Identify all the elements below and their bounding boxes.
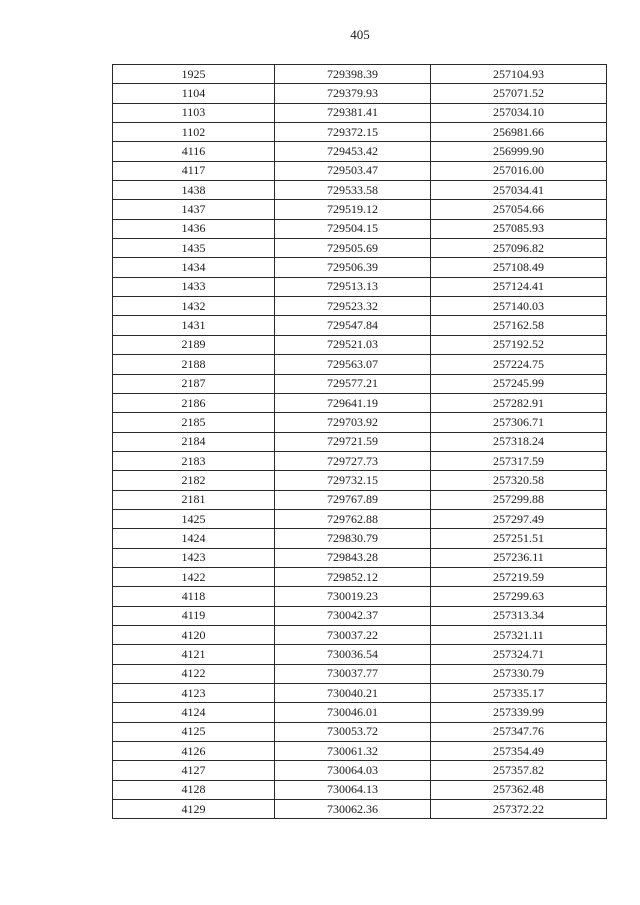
x-coordinate-cell: 729381.41 (275, 103, 431, 122)
point-number-cell: 1431 (113, 316, 275, 335)
y-coordinate-cell: 257306.71 (431, 413, 607, 432)
point-number-cell: 4123 (113, 684, 275, 703)
point-number-cell: 1925 (113, 65, 275, 84)
y-coordinate-cell: 257335.17 (431, 684, 607, 703)
table-row (113, 103, 607, 122)
point-number-cell: 4126 (113, 742, 275, 761)
x-coordinate-cell: 730064.03 (275, 761, 431, 780)
point-number-cell: 4119 (113, 606, 275, 625)
y-coordinate-cell: 257251.51 (431, 529, 607, 548)
x-coordinate-cell: 729767.89 (275, 490, 431, 509)
point-number-cell: 1433 (113, 277, 275, 296)
point-number-cell: 4121 (113, 645, 275, 664)
y-coordinate-cell: 257236.11 (431, 548, 607, 567)
point-number-cell: 4127 (113, 761, 275, 780)
x-coordinate-cell: 729843.28 (275, 548, 431, 567)
y-coordinate-cell: 257096.82 (431, 239, 607, 258)
y-coordinate-cell: 257297.49 (431, 509, 607, 528)
x-coordinate-cell: 729533.58 (275, 181, 431, 200)
point-number-cell: 4117 (113, 161, 275, 180)
y-coordinate-cell: 257313.34 (431, 606, 607, 625)
point-number-cell: 4128 (113, 780, 275, 799)
point-number-cell: 2189 (113, 335, 275, 354)
table-row (113, 335, 607, 354)
x-coordinate-cell: 729732.15 (275, 471, 431, 490)
y-coordinate-cell: 257347.76 (431, 722, 607, 741)
point-number-cell: 1104 (113, 84, 275, 103)
y-coordinate-cell: 257372.22 (431, 800, 607, 819)
table-row (113, 567, 607, 586)
point-number-cell: 4129 (113, 800, 275, 819)
point-number-cell: 1422 (113, 567, 275, 586)
table-row (113, 471, 607, 490)
point-number-cell: 4120 (113, 625, 275, 644)
table-row (113, 374, 607, 393)
x-coordinate-cell: 730037.22 (275, 625, 431, 644)
point-number-cell: 1434 (113, 258, 275, 277)
y-coordinate-cell: 257339.99 (431, 703, 607, 722)
x-coordinate-cell: 730037.77 (275, 664, 431, 683)
y-coordinate-cell: 257330.79 (431, 664, 607, 683)
x-coordinate-cell: 730053.72 (275, 722, 431, 741)
point-number-cell: 2186 (113, 393, 275, 412)
table-row (113, 780, 607, 799)
table-row (113, 413, 607, 432)
table-row (113, 239, 607, 258)
y-coordinate-cell: 257016.00 (431, 161, 607, 180)
y-coordinate-cell: 257034.41 (431, 181, 607, 200)
y-coordinate-cell: 257219.59 (431, 567, 607, 586)
point-number-cell: 1102 (113, 123, 275, 142)
point-number-cell: 4122 (113, 664, 275, 683)
x-coordinate-cell: 730046.01 (275, 703, 431, 722)
point-number-cell: 1436 (113, 219, 275, 238)
x-coordinate-cell: 729372.15 (275, 123, 431, 142)
x-coordinate-cell: 730062.36 (275, 800, 431, 819)
table-row (113, 355, 607, 374)
y-coordinate-cell: 257317.59 (431, 451, 607, 470)
table-row (113, 181, 607, 200)
point-number-cell: 2188 (113, 355, 275, 374)
y-coordinate-cell: 257192.52 (431, 335, 607, 354)
x-coordinate-cell: 729453.42 (275, 142, 431, 161)
table-row (113, 200, 607, 219)
table-row (113, 587, 607, 606)
table-row (113, 219, 607, 238)
y-coordinate-cell: 257362.48 (431, 780, 607, 799)
table-row (113, 800, 607, 819)
y-coordinate-cell: 257224.75 (431, 355, 607, 374)
table-row (113, 742, 607, 761)
table-row (113, 451, 607, 470)
point-number-cell: 1432 (113, 297, 275, 316)
y-coordinate-cell: 257324.71 (431, 645, 607, 664)
x-coordinate-cell: 729830.79 (275, 529, 431, 548)
y-coordinate-cell: 257320.58 (431, 471, 607, 490)
x-coordinate-cell: 729547.84 (275, 316, 431, 335)
point-number-cell: 1425 (113, 509, 275, 528)
x-coordinate-cell: 729505.69 (275, 239, 431, 258)
y-coordinate-cell: 257299.88 (431, 490, 607, 509)
x-coordinate-cell: 729641.19 (275, 393, 431, 412)
point-number-cell: 4118 (113, 587, 275, 606)
coordinates-table-body (113, 65, 607, 819)
x-coordinate-cell: 729563.07 (275, 355, 431, 374)
y-coordinate-cell: 256981.66 (431, 123, 607, 142)
table-row (113, 258, 607, 277)
table-row (113, 722, 607, 741)
point-number-cell: 1435 (113, 239, 275, 258)
table-row (113, 664, 607, 683)
coordinates-table (112, 64, 607, 819)
y-coordinate-cell: 257085.93 (431, 219, 607, 238)
table-row (113, 316, 607, 335)
x-coordinate-cell: 729503.47 (275, 161, 431, 180)
y-coordinate-cell: 257071.52 (431, 84, 607, 103)
x-coordinate-cell: 729398.39 (275, 65, 431, 84)
x-coordinate-cell: 729577.21 (275, 374, 431, 393)
point-number-cell: 1423 (113, 548, 275, 567)
x-coordinate-cell: 729519.12 (275, 200, 431, 219)
x-coordinate-cell: 729506.39 (275, 258, 431, 277)
x-coordinate-cell: 729721.59 (275, 432, 431, 451)
y-coordinate-cell: 257108.49 (431, 258, 607, 277)
table-row (113, 277, 607, 296)
point-number-cell: 1438 (113, 181, 275, 200)
table-row (113, 297, 607, 316)
x-coordinate-cell: 729523.32 (275, 297, 431, 316)
y-coordinate-cell: 257162.58 (431, 316, 607, 335)
table-row (113, 142, 607, 161)
point-number-cell: 2184 (113, 432, 275, 451)
point-number-cell: 1437 (113, 200, 275, 219)
table-row (113, 645, 607, 664)
point-number-cell: 2185 (113, 413, 275, 432)
x-coordinate-cell: 729513.13 (275, 277, 431, 296)
y-coordinate-cell: 257357.82 (431, 761, 607, 780)
y-coordinate-cell: 257034.10 (431, 103, 607, 122)
point-number-cell: 2182 (113, 471, 275, 490)
y-coordinate-cell: 257354.49 (431, 742, 607, 761)
y-coordinate-cell: 257124.41 (431, 277, 607, 296)
table-row (113, 161, 607, 180)
y-coordinate-cell: 257321.11 (431, 625, 607, 644)
y-coordinate-cell: 257299.63 (431, 587, 607, 606)
x-coordinate-cell: 730061.32 (275, 742, 431, 761)
table-row (113, 65, 607, 84)
y-coordinate-cell: 257245.99 (431, 374, 607, 393)
x-coordinate-cell: 729852.12 (275, 567, 431, 586)
point-number-cell: 2183 (113, 451, 275, 470)
y-coordinate-cell: 257282.91 (431, 393, 607, 412)
point-number-cell: 2181 (113, 490, 275, 509)
x-coordinate-cell: 729504.15 (275, 219, 431, 238)
table-row (113, 703, 607, 722)
x-coordinate-cell: 730064.13 (275, 780, 431, 799)
table-row (113, 393, 607, 412)
table-row (113, 548, 607, 567)
y-coordinate-cell: 256999.90 (431, 142, 607, 161)
point-number-cell: 4125 (113, 722, 275, 741)
table-row (113, 490, 607, 509)
table-row (113, 84, 607, 103)
point-number-cell: 2187 (113, 374, 275, 393)
y-coordinate-cell: 257054.66 (431, 200, 607, 219)
table-row (113, 123, 607, 142)
y-coordinate-cell: 257104.93 (431, 65, 607, 84)
point-number-cell: 1424 (113, 529, 275, 548)
table-row (113, 625, 607, 644)
x-coordinate-cell: 729762.88 (275, 509, 431, 528)
x-coordinate-cell: 730036.54 (275, 645, 431, 664)
page-number: 405 (350, 27, 370, 42)
x-coordinate-cell: 730042.37 (275, 606, 431, 625)
x-coordinate-cell: 730019.23 (275, 587, 431, 606)
table-row (113, 606, 607, 625)
x-coordinate-cell: 729727.73 (275, 451, 431, 470)
table-row (113, 761, 607, 780)
y-coordinate-cell: 257318.24 (431, 432, 607, 451)
x-coordinate-cell: 729703.92 (275, 413, 431, 432)
point-number-cell: 1103 (113, 103, 275, 122)
x-coordinate-cell: 729521.03 (275, 335, 431, 354)
table-row (113, 509, 607, 528)
point-number-cell: 4124 (113, 703, 275, 722)
table-row (113, 684, 607, 703)
point-number-cell: 4116 (113, 142, 275, 161)
x-coordinate-cell: 729379.93 (275, 84, 431, 103)
table-row (113, 432, 607, 451)
y-coordinate-cell: 257140.03 (431, 297, 607, 316)
x-coordinate-cell: 730040.21 (275, 684, 431, 703)
table-row (113, 529, 607, 548)
